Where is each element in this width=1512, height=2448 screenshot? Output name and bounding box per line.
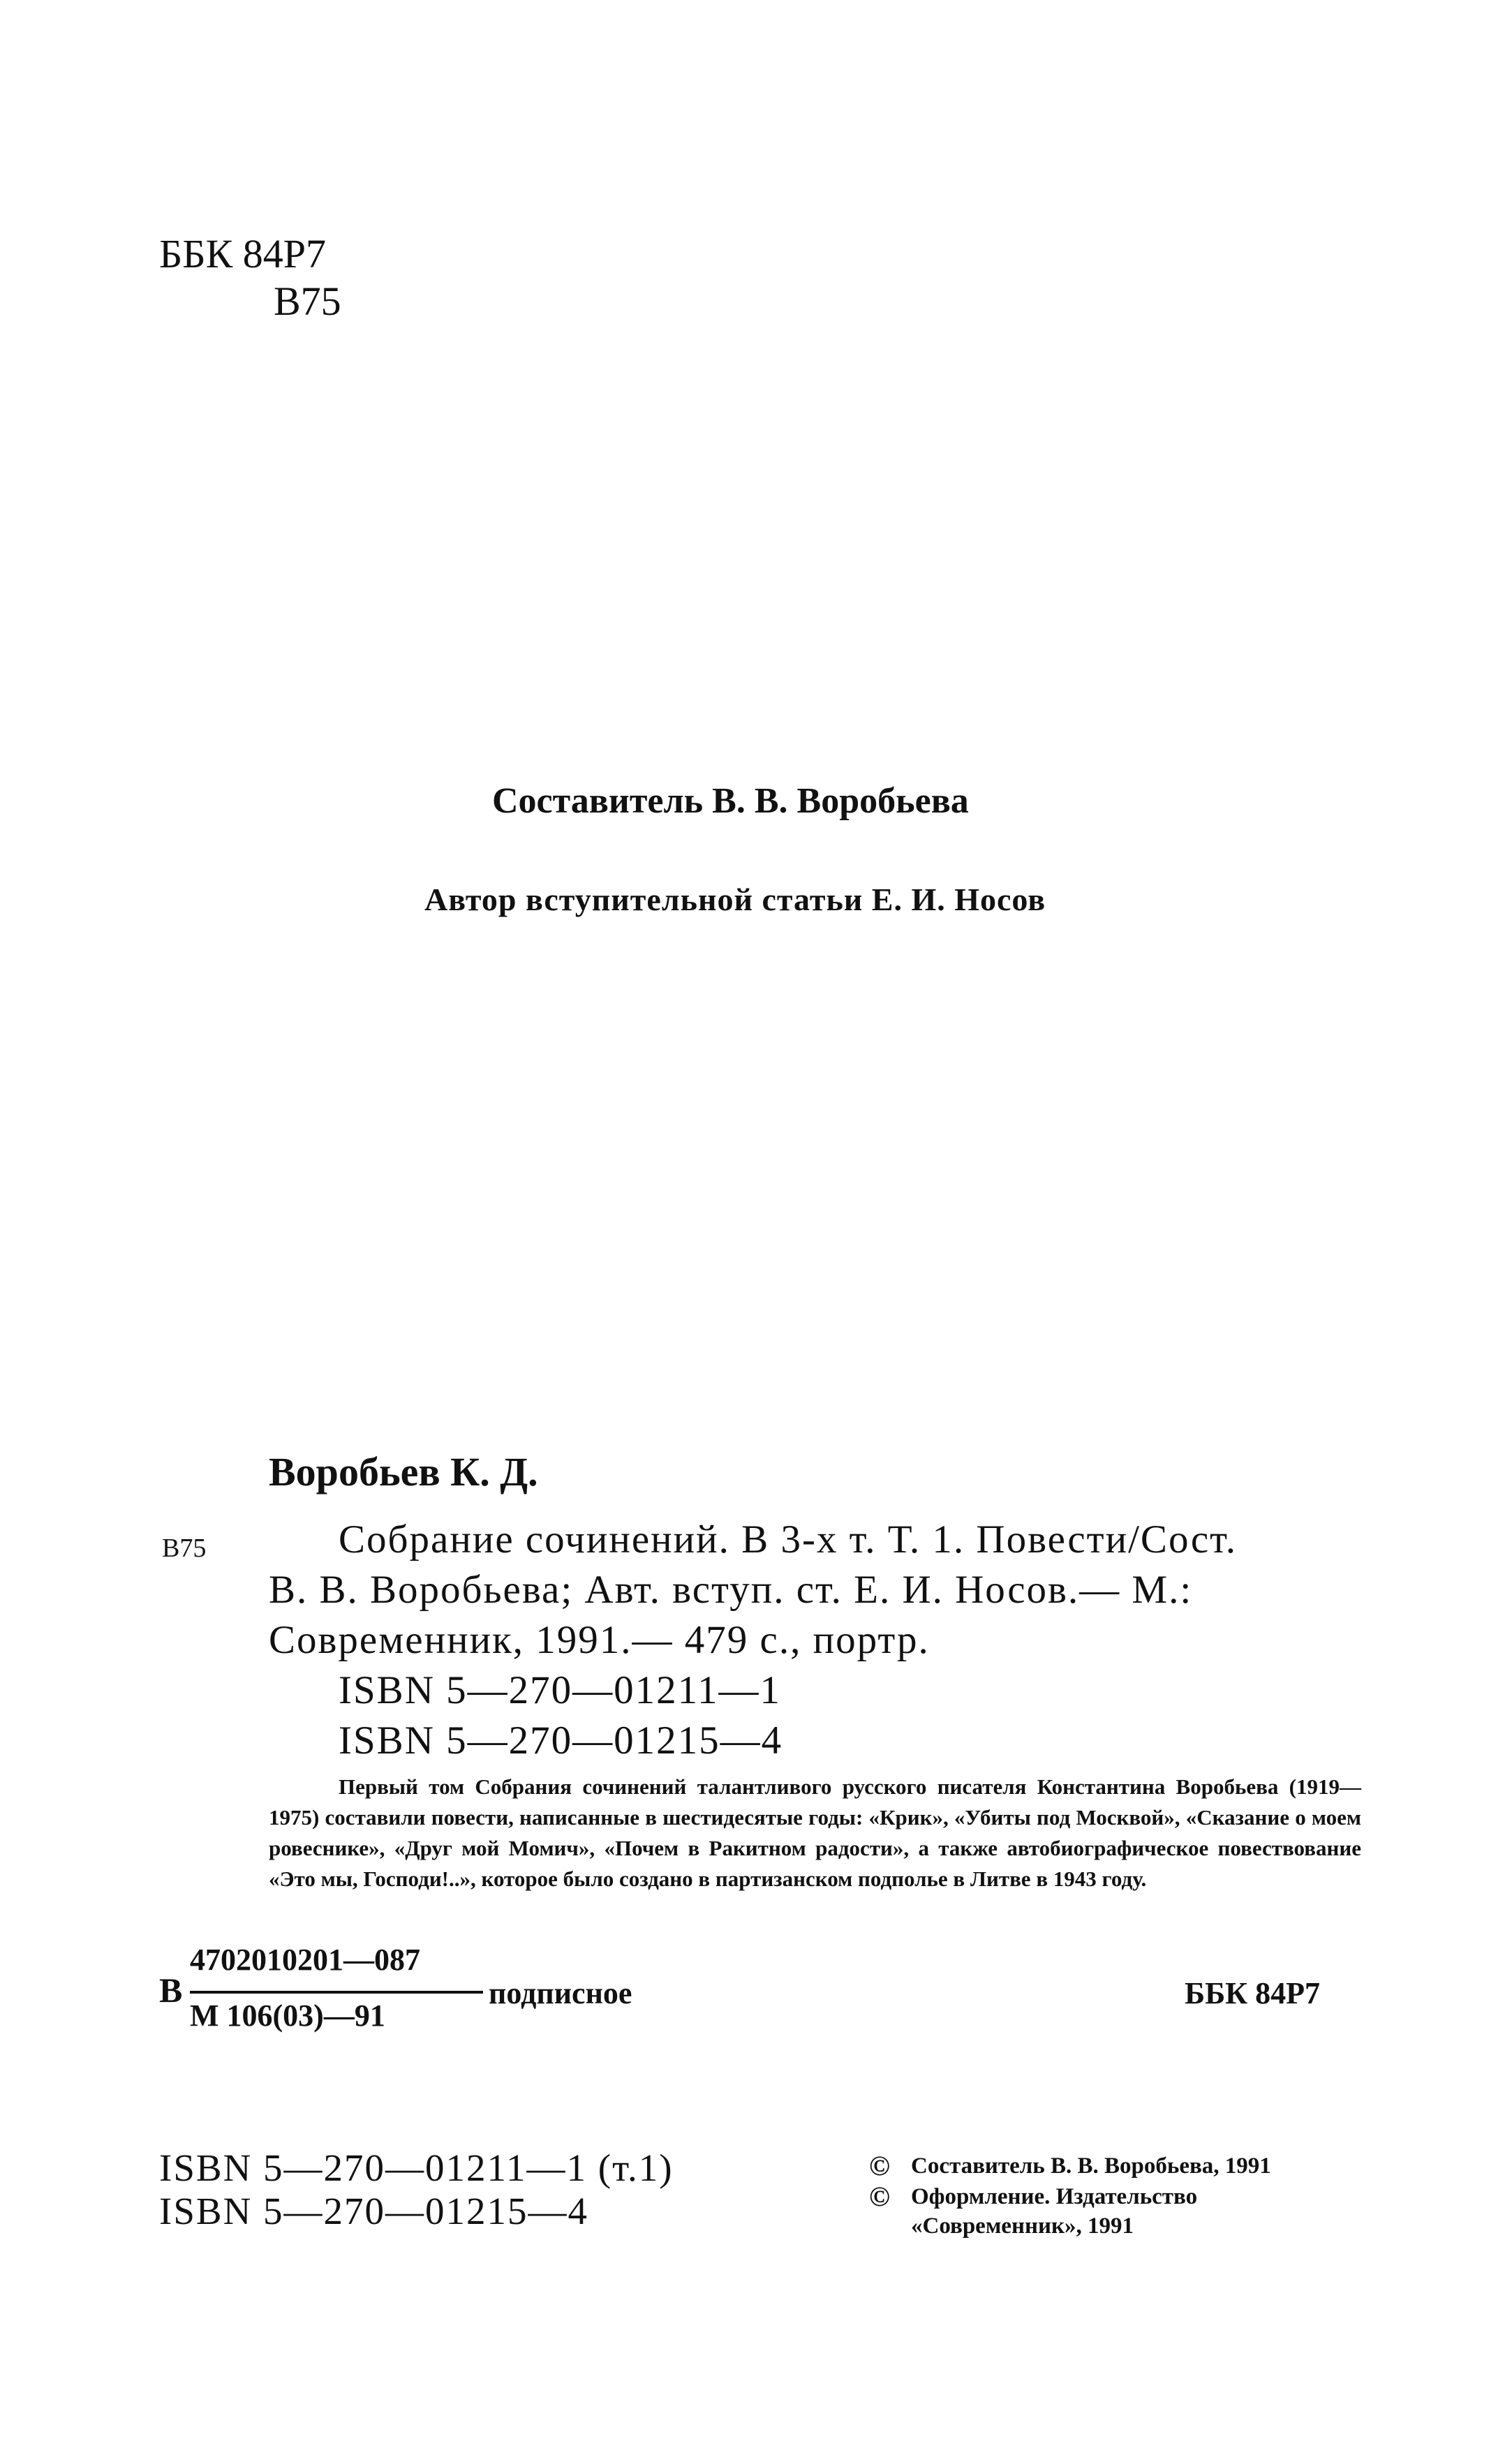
annotation: Первый том Собрания сочинений талантливого русского писателя Константина Воробьева (1919—1975) составили повести, написанные в шестидесятые годы: «Крик», «Убиты под Москвой», «Сказание о моем ровеснике», «Друг мой Момич», «Почем в Ракитном радости», а также автобиографическое повествование «Это мы, Господи!..», которое было создано в партизанском подполье в Литве в 1943 году.: [269, 1774, 1361, 1891]
copyright-block: [869, 2151, 1372, 2241]
subscription-label: подписное: [489, 1976, 632, 2010]
index-denominator: М 106(03)—91: [190, 1998, 385, 2033]
copyright-compiler-text: Составитель В. В. Воробьева, 1991: [911, 2153, 1271, 2179]
index-fraction: [190, 1942, 483, 2047]
fraction-divider: [190, 1991, 483, 1994]
description-line: Современник, 1991.— 479 с., портр.: [269, 1618, 930, 1662]
description-line: В. В. Воробьева; Авт. вступ. ст. Е. И. Носов.— М.:: [269, 1568, 1193, 1612]
copyright-design: [869, 2182, 1372, 2241]
author-sign-card: В75: [162, 1534, 207, 1563]
isbn-line: ISBN 5—270—01211—1: [339, 1668, 781, 1712]
footer-isbn: [159, 2146, 674, 2233]
bbk-code-card: ББК 84Р7: [1185, 1976, 1320, 2010]
intro-author-credit: Автор вступительной статьи Е. И. Носов: [424, 882, 1046, 917]
index-letter: В: [159, 1971, 183, 2010]
description-line: Собрание сочинений. В 3-х т. Т. 1. Повести/Сост.: [339, 1518, 1238, 1561]
footer-isbn-line: ISBN 5—270—01215—4: [159, 2190, 589, 2232]
isbn-line: ISBN 5—270—01215—4: [339, 1719, 783, 1763]
bbk-code-top: ББК 84Р7: [159, 231, 327, 276]
author-sign-top: В75: [274, 279, 341, 324]
author-heading: Воробьев К. Д.: [269, 1449, 538, 1494]
copyright-icon: ©: [869, 2181, 890, 2212]
footer-isbn-line: ISBN 5—270—01211—1 (т.1): [159, 2146, 674, 2189]
bibliographic-description: [269, 1515, 1237, 1766]
copyright-design-text: Оформление. Издательство «Современник», 1991: [911, 2184, 1198, 2239]
index-numerator: 4702010201—087: [190, 1943, 420, 1977]
compiler-credit: Составитель В. В. Воробьева: [492, 781, 969, 821]
copyright-compiler: [869, 2151, 1372, 2181]
copyright-icon: ©: [869, 2150, 890, 2181]
